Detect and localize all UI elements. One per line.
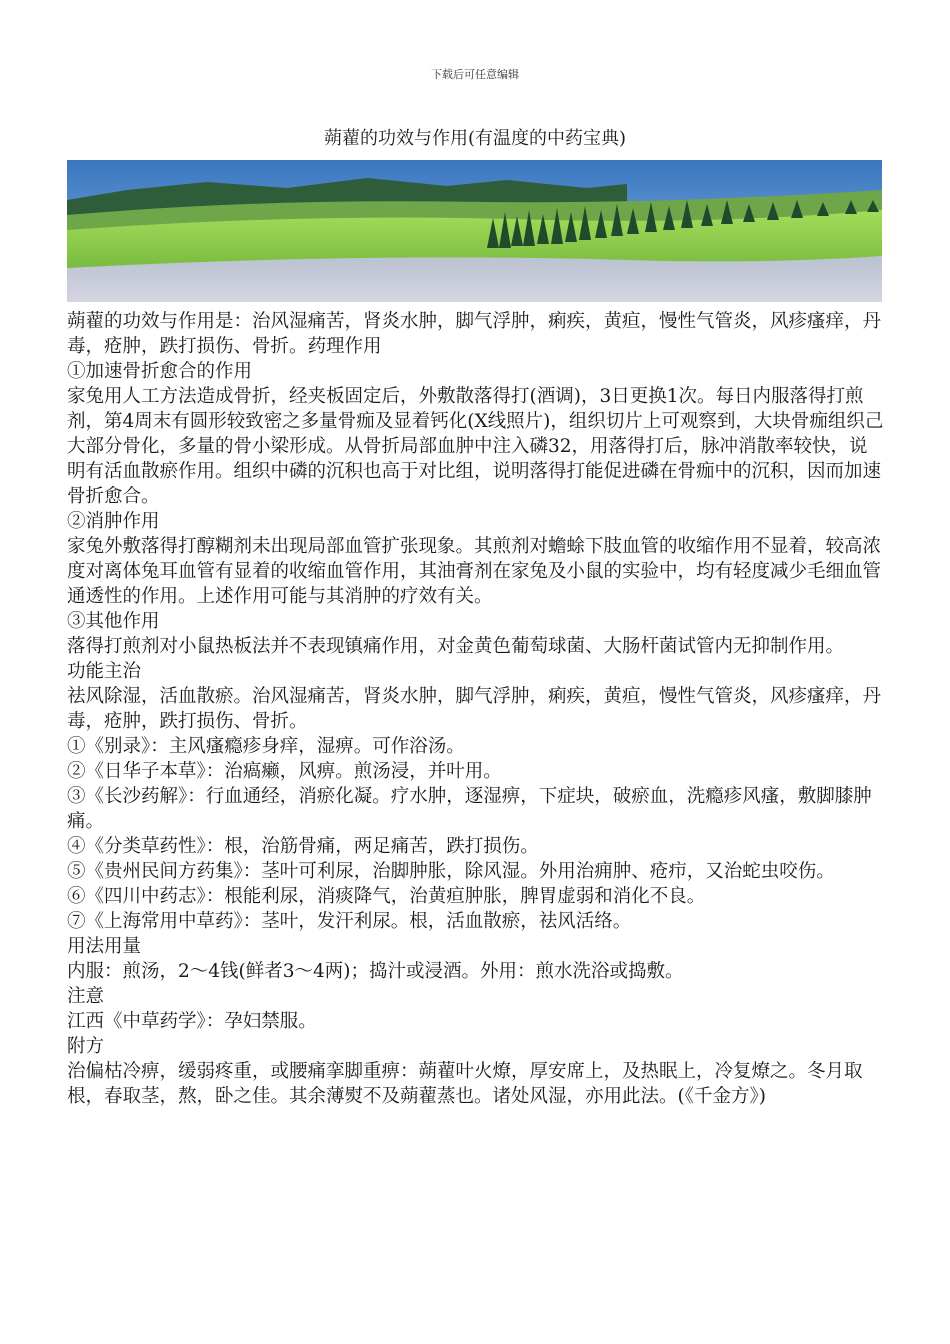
citation-3: ③《长沙药解》：行血通经，消瘀化凝。疗水肿，逐湿痹，下症块，破瘀血，洗瘾疹风瘙，敷脚膝肿痛。 bbox=[67, 786, 872, 832]
citation-4: ④《分类草药性》：根，治筋骨痛，两足痛苦，跌打损伤。 bbox=[67, 836, 539, 857]
subheading-fracture-healing: ①加速骨折愈合的作用 bbox=[67, 361, 253, 382]
article-body bbox=[67, 309, 885, 1109]
landscape-illustration bbox=[67, 160, 882, 302]
heading-caution: 注意 bbox=[67, 986, 105, 1007]
paragraph-caution: 江西《中草药学》：孕妇禁服。 bbox=[67, 1011, 317, 1032]
citation-2: ②《日华子本草》：治瘑癞，风痹。煎汤浸，并叶用。 bbox=[67, 761, 502, 782]
citation-6: ⑥《四川中药志》：根能利尿，消痰降气，治黄疸肿胀，脾胃虚弱和消化不良。 bbox=[67, 886, 706, 907]
paragraph-indications: 祛风除湿，活血散瘀。治风湿痛苦，肾炎水肿，脚气浮肿，痢疾，黄疸，慢性气管炎，风疹瘙痒，丹毒，疮肿，跌打损伤、骨折。 bbox=[67, 686, 882, 732]
paragraph-prescription: 治偏枯冷痹，缓弱疼重，或腰痛挛脚重痹：蒴藋叶火燎，厚安席上，及热眠上，冷复燎之。冬月取根，春取茎，熬，卧之佳。其余薄熨不及蒴藋蒸也。诸处风湿，亦用此法。(《千金方》) bbox=[67, 1061, 863, 1107]
paragraph-other-effects: 落得打煎剂对小鼠热板法并不表现镇痛作用，对金黄色葡萄球菌、大肠杆菌试管内无抑制作用。 bbox=[67, 636, 845, 657]
header-note: 下载后可任意编辑 bbox=[431, 68, 519, 81]
paragraph-intro: 蒴藋的功效与作用是：治风湿痛苦，肾炎水肿，脚气浮肿，痢疾，黄疸，慢性气管炎，风疹瘙痒，丹毒，疮肿，跌打损伤、骨折。药理作用 bbox=[67, 311, 882, 357]
citation-5: ⑤《贵州民间方药集》：茎叶可利尿，治脚肿胀，除风湿。外用治痈肿、疮疖，又治蛇虫咬伤。 bbox=[67, 861, 835, 882]
subheading-other-effects: ③其他作用 bbox=[67, 611, 160, 632]
citation-7: ⑦《上海常用中草药》：茎叶，发汗利尿。根，活血散瘀，祛风活络。 bbox=[67, 911, 632, 932]
paragraph-fracture-healing: 家兔用人工方法造成骨折，经夹板固定后，外敷散落得打(酒调)，3日更换1次。每日内服落得打煎剂，第4周末有圆形较致密之多量骨痂及显着钙化(X线照片)，组织切片上可观察到，大块骨痂组织己大部分骨化，多量的骨小梁形成。从骨折局部血肿中注入磷32，用落得打后，脉冲消散率较快，说明有活血散瘀作用。组织中磷的沉积也高于对比组，说明落得打能促进磷在骨痂中的沉积，因而加速骨折愈合。 bbox=[67, 386, 884, 507]
subheading-swelling: ②消肿作用 bbox=[67, 511, 160, 532]
heading-prescription: 附方 bbox=[67, 1036, 105, 1057]
heading-dosage: 用法用量 bbox=[67, 936, 142, 957]
paragraph-swelling: 家兔外敷落得打醇糊剂未出现局部血管扩张现象。其煎剂对蟾蜍下肢血管的收缩作用不显着，较高浓度对离体兔耳血管有显着的收缩血管作用，其油膏剂在家兔及小鼠的实验中，均有轻度减少毛细血管通透性的作用。上述作用可能与其消肿的疗效有关。 bbox=[67, 536, 882, 607]
paragraph-dosage: 内服：煎汤，2～4钱(鲜者3～4两)；捣汁或浸酒。外用：煎水洗浴或捣敷。 bbox=[67, 961, 684, 982]
document-title: 蒴藋的功效与作用(有温度的中药宝典) bbox=[323, 128, 627, 149]
citation-1: ①《别录》：主风瘙瘾疹身痒，湿痹。可作浴汤。 bbox=[67, 736, 465, 757]
heading-indications: 功能主治 bbox=[67, 661, 142, 682]
landscape-banner-image bbox=[67, 160, 882, 302]
